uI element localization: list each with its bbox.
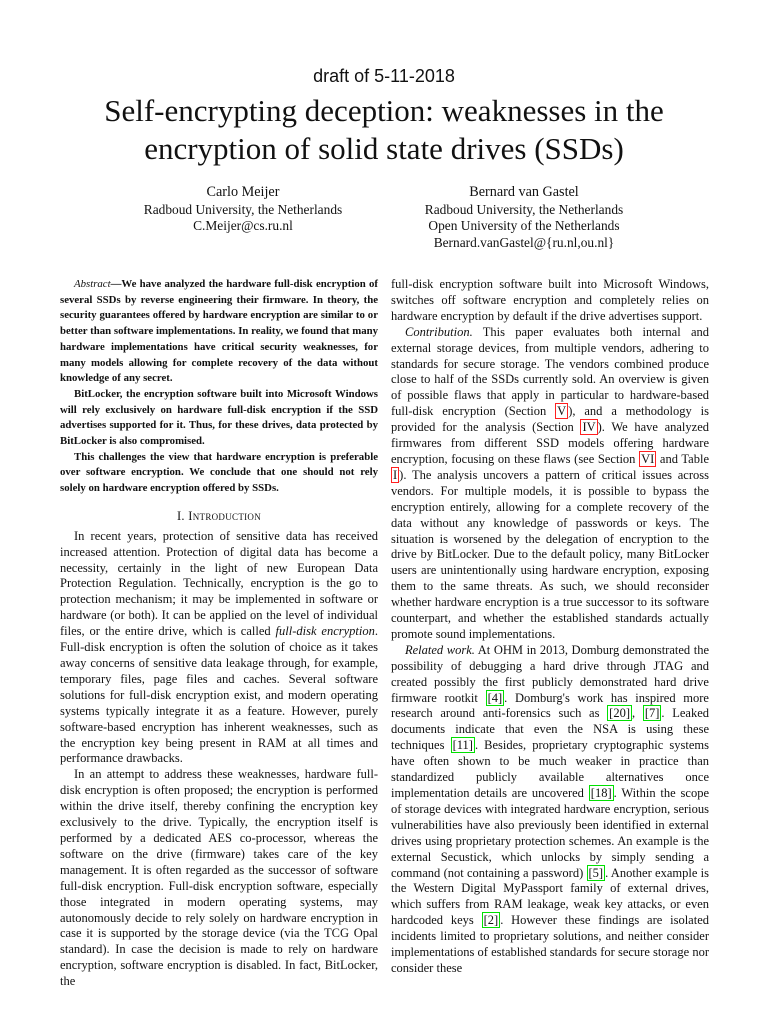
author-name: Carlo Meijer	[206, 184, 280, 200]
author-block-1	[100, 184, 386, 235]
left-column	[60, 277, 378, 990]
contribution-label: Contribution.	[405, 324, 473, 339]
abstract-paragraph	[60, 277, 378, 387]
author-email: C.Meijer@cs.ru.nl	[193, 218, 293, 234]
citation-link[interactable]: [20]	[609, 706, 630, 721]
author-block-2	[378, 184, 670, 251]
abstract-paragraph: BitLocker, the encryption software built into Microsoft Windows will rely exclusively on hardware full-disk encryption if the SSD advertises supported for it. Thus, for these drives, data protected by BitLocker is also compromised.	[60, 387, 378, 448]
contribution-text: ). The analysis uncovers a pattern of critical issues across vendors. For multiple models, it is possible to bypass the encryption entirely, allowing for a complete recovery of the data without any knowledge of passwords or keys. The situation is worsened by the delegation of encryption to the drive by BitLocker. Due to the default policy, many BitLocker users are unintentionally using hardware encryption, exposing them to the same threats. As such, we should reconsider whether hardware encryption is a true successor to its software counterpart, and whether the established standards actually promote sound implementations.	[391, 467, 709, 641]
related-text: . Within the scope of storage devices with integrated hardware encryption, serious vulnerabilities have also previously been identified in external drives using proprietary protection schemes. An example is the external Secustick, which unlocks by simply sending a command (not containing a password)	[391, 786, 709, 880]
abstract-paragraph: This challenges the view that hardware encryption is preferable over software encryption. We conclude that one should not rely solely on hardware encryption offered by SSDs.	[60, 450, 378, 495]
draft-label: draft of 5-11-2018	[313, 66, 455, 86]
author-affiliation: Radboud University, the Netherlands	[424, 202, 624, 218]
section-heading: I. Introduction	[176, 508, 262, 523]
citation-link[interactable]: [7]	[644, 706, 660, 721]
author-name: Bernard van Gastel	[469, 184, 579, 200]
related-work-label: Related work.	[405, 642, 475, 657]
related-text: ,	[632, 706, 643, 721]
table-ref-link[interactable]: I	[393, 467, 398, 482]
citation-link[interactable]: [11]	[452, 738, 473, 753]
abstract-label: Abstract	[74, 278, 111, 290]
related-text: At OHM in 2013, Domburg demonstrated the possibility of debugging a hard drive through JTAG and created possibly the first publicly demonstrated hard drive firmware rootkit	[391, 642, 709, 705]
section-ref-link[interactable]: V	[557, 404, 567, 419]
intro-paragraph	[60, 529, 378, 768]
contribution-text: and Table	[656, 451, 709, 466]
intro-text: . Full-disk encryption is often the solution of choice as it takes away concerns of sensitive data leakage through, for example, temporary files, page files and caches. Several software solutions for full-disk encryption exist, and modern operating systems typically integrate it as a feature. However, purely software-based encryption has inherent weaknesses, such as the encryption key being present in RAM at all times and performance drawbacks.	[60, 624, 378, 766]
related-text: . Besides, proprietary cryptographic systems have often shown to be much weaker in practice than standardized publicly available alternatives once implementation details are uncovered	[391, 738, 709, 800]
section-ref-link[interactable]: VI	[641, 451, 655, 466]
abstract-text: —We have analyzed the hardware full-disk encryption of several SSDs by reverse engineering their firmware. In theory, the security guarantees offered by hardware encryption are similar to or better than software implementations. In reality, we found that many hardware implementations have critical security weaknesses, for many models allowing for complete recovery of the data without knowledge of any secret.	[60, 278, 378, 385]
term-emphasis: full-disk encryption	[275, 624, 375, 639]
paper-title	[60, 92, 708, 168]
citation-link[interactable]: [18]	[590, 786, 612, 800]
contribution-text: This paper evaluates both internal and external storage devices, from multiple vendors, adhering to standards for secure storage. The vendors combined produce close to half of the SSDs currently sold. An overview is given of possible flaws that apply in particular to hardware-based full-disk encryption (Section	[391, 324, 709, 419]
citation-link[interactable]: [2]	[483, 913, 499, 928]
contribution-paragraph	[391, 325, 709, 643]
citation-link[interactable]: [5]	[588, 865, 604, 880]
related-text: . Leaked documents indicate that even the NSA is using these techniques	[391, 706, 710, 753]
related-work-paragraph	[391, 643, 709, 977]
related-text: . Domburg's work has inspired more research around anti-forensics such as	[391, 690, 709, 721]
author-affiliation-2: Open University of the Netherlands	[428, 218, 620, 234]
continued-paragraph: full-disk encryption software built into Microsoft Windows, switches off software encryption and completely relies on hardware encryption by default if the drive advertises support.	[391, 277, 709, 323]
author-email: Bernard.vanGastel@{ru.nl,ou.nl}	[433, 234, 615, 250]
author-affiliation: Radboud University, the Netherlands	[143, 202, 343, 218]
title-line-2: encryption of solid state drives (SSDs)	[144, 131, 624, 166]
intro-text: In recent years, protection of sensitive data has received increased attention. Protection of digital data has become a necessity, certainly in the light of new European Data Protection Regulation. Technically, encryption is the go to protection mechanism; it may be implemented in software or hardware (or both). It can be applied on the level of individual files, or the entire drive, which is called	[60, 528, 378, 639]
title-line-1: Self-encrypting deception: weaknesses in the	[104, 93, 664, 128]
right-column	[391, 277, 709, 977]
citation-link[interactable]: [4]	[487, 690, 503, 705]
related-text: . Another example is the Western Digital MyPassport family of external drives, which suffers from RAM leakage, weak key attacks, or even hardcoded keys	[391, 865, 709, 928]
contribution-text: ), and a methodology is provided for the analysis (Section	[391, 404, 709, 435]
related-text: . However these findings are isolated incidents limited to proprietary solutions, and neither consider implementations of established standards for secure storage nor consider these	[391, 913, 709, 975]
intro-paragraph: In an attempt to address these weaknesses, hardware full-disk encryption is often proposed; the encryption is performed within the drive itself, thereby confining the encryption key exclusively to the drive. Typically, the encryption itself is performed by a dedicated AES co-processor, whereas the software on the drive (firmware) takes care of the key management. It is often regarded as the successor of software full-disk encryption. Full-disk encryption software, especially those integrated in modern operating systems, may autonomously decide to rely solely on hardware encryption in case it is supported by the storage device (via the TCG Opal standard). In case the decision is made to rely on hardware encryption, software encryption is disabled. In fact, BitLocker, the	[60, 767, 378, 989]
contribution-text: ). We have analyzed firmwares from different SSD models offering hardware encryption, focusing on these flaws (see Section	[391, 420, 709, 466]
section-ref-link[interactable]: IV	[582, 420, 596, 435]
